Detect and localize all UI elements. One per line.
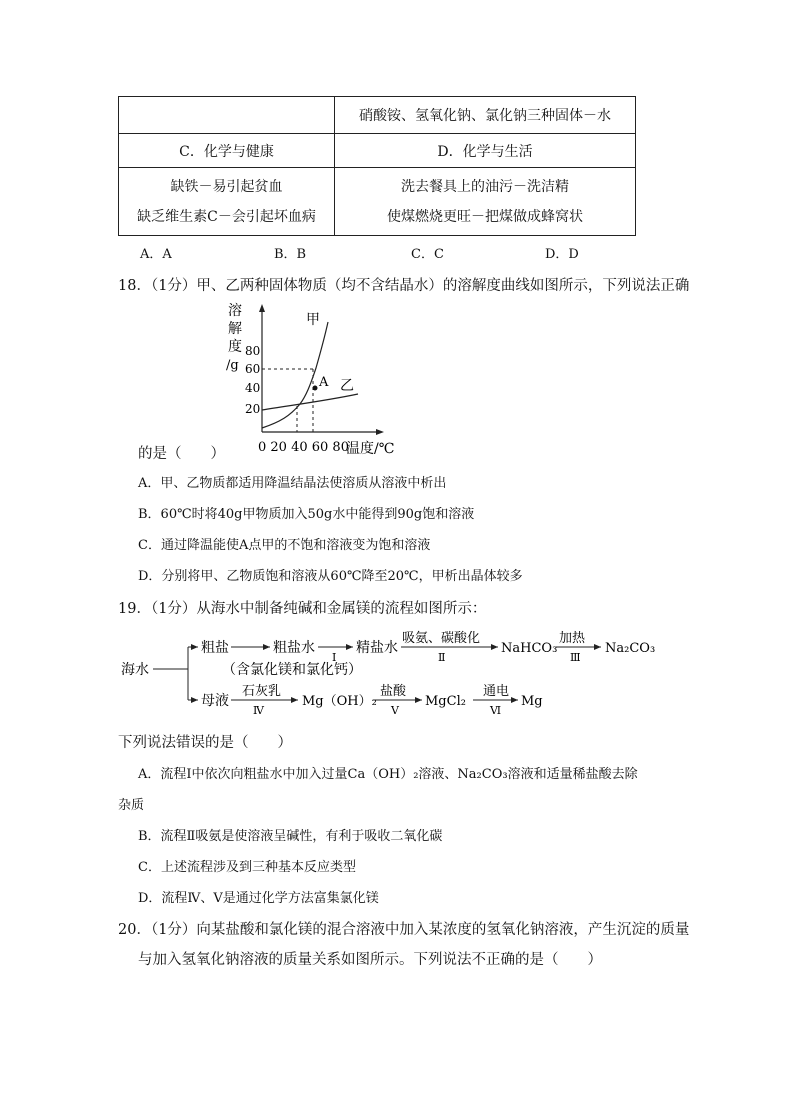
ylabel-char-1: 溶 bbox=[228, 303, 242, 319]
table-header-d: D．化学与生活 bbox=[335, 134, 636, 168]
q19-prompt: 下列说法错误的是（ ） bbox=[118, 735, 292, 751]
q19-option-c: C．上述流程涉及到三种基本反应类型 bbox=[138, 860, 356, 875]
q17-option-c: C．C bbox=[411, 247, 444, 262]
step3: Ⅲ bbox=[570, 651, 581, 664]
mgcl2: MgCl₂ bbox=[425, 694, 466, 709]
x-axis-arrow bbox=[376, 429, 384, 435]
na2co3: Na₂CO₃ bbox=[605, 641, 656, 656]
refined-brine: 精盐水 bbox=[356, 640, 398, 656]
q19-option-b: B．流程Ⅱ吸氨是使溶液呈碱性，有利于吸收二氧化碳 bbox=[138, 829, 443, 844]
q20-line2: 与加入氢氧化钠溶液的质量关系如图所示。下列说法不正确的是（ ） bbox=[138, 952, 602, 968]
step3-label: 加热 bbox=[559, 631, 586, 646]
curve-yi-label: 乙 bbox=[340, 378, 354, 394]
c-line-1: 缺铁－易引起贫血 bbox=[170, 178, 283, 195]
q18-option-d: D．分别将甲、乙物质饱和溶液从60℃降至20℃，甲析出晶体较多 bbox=[138, 569, 523, 584]
ylabel-char-4: /g bbox=[226, 358, 239, 373]
step4-label: 石灰乳 bbox=[242, 684, 282, 699]
curve-jia-label: 甲 bbox=[306, 312, 320, 328]
step6: Ⅵ bbox=[490, 704, 502, 717]
q17-option-b: B．B bbox=[274, 247, 307, 262]
d-line-2: 使煤燃烧更旺－把煤做成蜂窝状 bbox=[387, 208, 583, 225]
q17-option-a: A．A bbox=[140, 247, 172, 262]
step2: Ⅱ bbox=[438, 651, 446, 664]
table-cell-row1-right: 硝酸铵、氢氧化钠、氯化钠三种固体－水 bbox=[335, 97, 636, 134]
point-a-label: A bbox=[319, 375, 329, 390]
y-tick-60: 60 bbox=[245, 362, 261, 376]
table-header-c: C．化学与健康 bbox=[119, 134, 335, 168]
c-line-2: 缺乏维生素C－会引起坏血病 bbox=[137, 208, 316, 225]
q18-option-a: A．甲、乙物质都适用降温结晶法使溶质从溶液中析出 bbox=[138, 476, 447, 491]
q19-option-d: D．流程Ⅳ、Ⅴ是通过化学方法富集氯化镁 bbox=[138, 891, 379, 906]
q18-option-c: C．通过降温能使A点甲的不饱和溶液变为饱和溶液 bbox=[138, 538, 431, 553]
q17-table bbox=[118, 96, 636, 236]
nahco3: NaHCO₃ bbox=[501, 641, 558, 656]
step1: Ⅰ bbox=[332, 651, 337, 664]
q17-option-d: D．D bbox=[545, 247, 579, 262]
step4: Ⅳ bbox=[253, 704, 264, 717]
x-ticks: 0 20 40 60 80 bbox=[258, 440, 349, 455]
step2-label: 吸氨、碳酸化 bbox=[402, 631, 481, 646]
solubility-chart bbox=[220, 298, 420, 458]
crude-brine: 粗盐水 bbox=[273, 640, 315, 656]
table-cell-d bbox=[335, 168, 636, 236]
q18-stem: 18．（1分）甲、乙两种固体物质（均不含结晶水）的溶解度曲线如图所示，下列说法正确 bbox=[118, 278, 690, 294]
flow-diagram bbox=[118, 624, 678, 724]
mother-liquor: 母液 bbox=[201, 693, 229, 709]
table-cell-c bbox=[119, 168, 335, 236]
mgoh2: Mg（OH）₂ bbox=[302, 694, 377, 709]
q19-option-a-line2: 杂质 bbox=[118, 798, 145, 813]
q19-stem: 19．（1分）从海水中制备纯碱和金属镁的流程如图所示： bbox=[118, 601, 487, 617]
table-empty-cell bbox=[119, 97, 335, 134]
step6-label: 通电 bbox=[483, 684, 510, 699]
ylabel-char-2: 解 bbox=[228, 321, 242, 337]
q20-line1: 20．（1分）向某盐酸和氯化镁的混合溶液中加入某浓度的氢氧化钠溶液，产生沉淀的质量 bbox=[118, 922, 690, 938]
q19-option-a-line1: A．流程Ⅰ中依次向粗盐水中加入过量Ca（OH）₂溶液、Na₂CO₃溶液和适量稀盐酸去除 bbox=[138, 767, 638, 782]
ylabel-char-3: 度 bbox=[228, 339, 242, 355]
seawater: 海水 bbox=[121, 662, 149, 678]
d-line-1: 洗去餐具上的油污－洗洁精 bbox=[401, 178, 569, 195]
step5: Ⅴ bbox=[391, 704, 399, 717]
mg: Mg bbox=[521, 694, 543, 709]
q18-option-b: B．60℃时将40g甲物质加入50g水中能得到90g饱和溶液 bbox=[138, 507, 475, 522]
y-tick-80: 80 bbox=[245, 344, 261, 358]
brine-note: （含氯化镁和氯化钙） bbox=[222, 662, 362, 678]
crude-salt: 粗盐 bbox=[201, 640, 229, 656]
x-label: 温度/℃ bbox=[346, 441, 395, 457]
y-tick-40: 40 bbox=[245, 381, 261, 395]
point-a bbox=[313, 386, 318, 391]
q18-stem-tail: 的是（ ） bbox=[138, 446, 225, 462]
y-axis-arrow bbox=[259, 304, 265, 312]
step5-label: 盐酸 bbox=[380, 684, 407, 699]
y-tick-20: 20 bbox=[245, 402, 261, 416]
curve-yi bbox=[262, 394, 358, 410]
